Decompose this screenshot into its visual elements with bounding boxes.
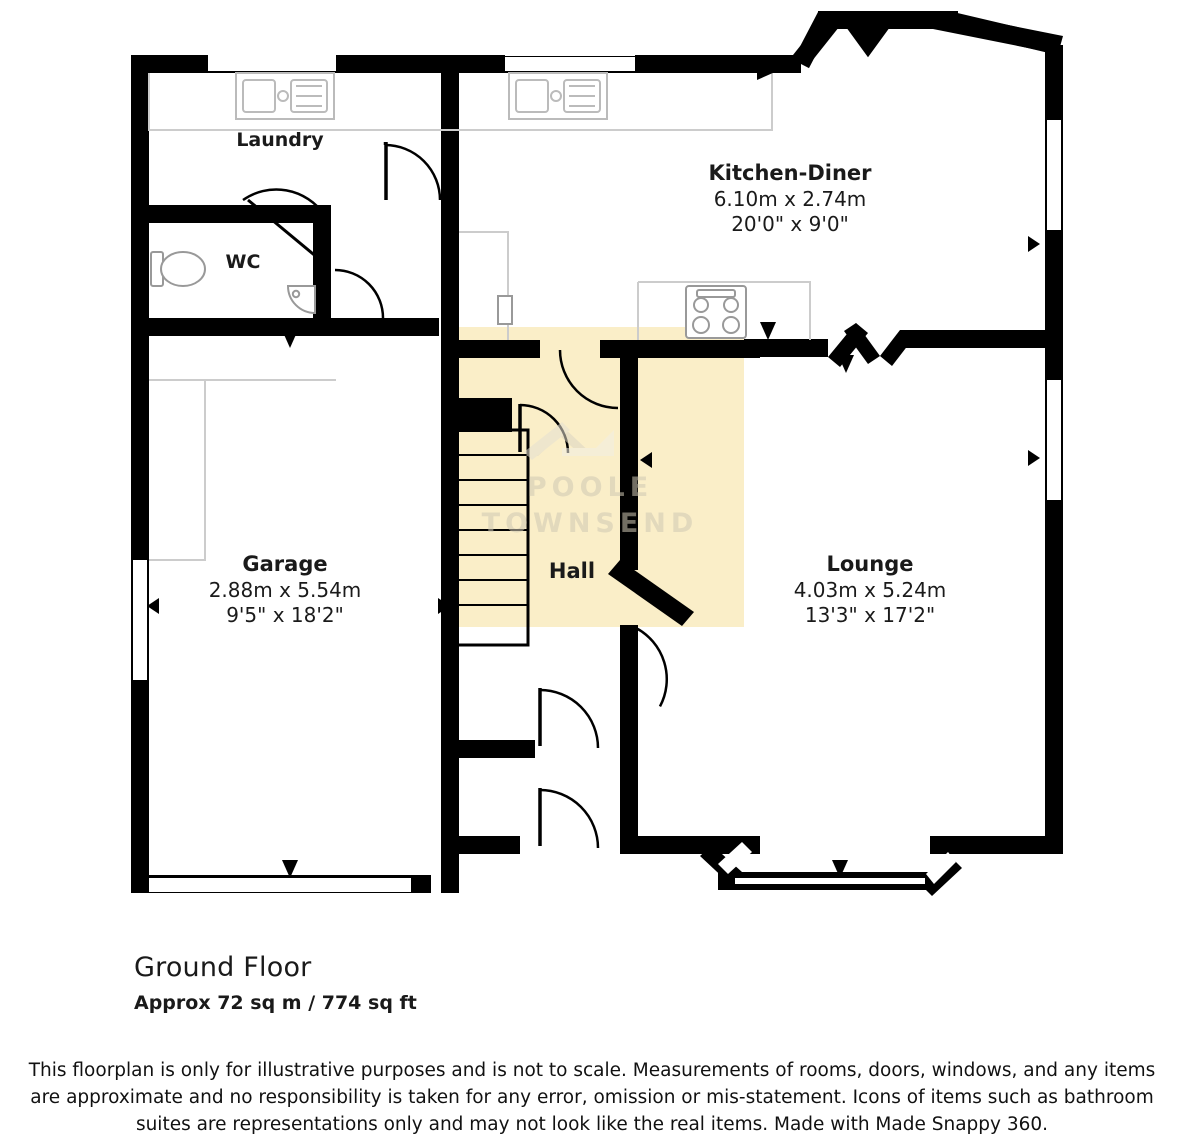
watermark-line1: POOLE xyxy=(526,472,654,503)
room-dim-metric-kitchen-diner: 6.10m x 2.74m xyxy=(713,186,867,211)
floor-title: Ground Floor xyxy=(134,952,312,983)
lounge-bay-window xyxy=(700,836,962,896)
room-dim-metric-garage: 2.88m x 5.54m xyxy=(208,577,362,602)
basin-icon xyxy=(288,286,315,313)
room-name-laundry: Laundry xyxy=(236,129,324,151)
lounge-bay-wall xyxy=(744,323,1046,367)
hob-icon xyxy=(686,286,746,338)
room-name-wc: WC xyxy=(225,251,261,273)
room-name-lounge: Lounge xyxy=(826,552,914,576)
toilet-icon xyxy=(151,252,205,286)
kitchen-bay-wall-2 xyxy=(793,11,1063,66)
appliance-icon xyxy=(498,296,512,324)
room-dim-imperial-kitchen-diner: 20'0" x 9'0" xyxy=(731,212,849,237)
laundry-sink-icon xyxy=(236,73,334,119)
room-name-kitchen-diner: Kitchen-Diner xyxy=(708,161,872,185)
room-dim-imperial-lounge: 13'3" x 17'2" xyxy=(804,603,936,628)
room-dim-metric-lounge: 4.03m x 5.24m xyxy=(793,577,947,602)
hall-highlight-area xyxy=(450,327,744,627)
watermark-line2: TOWNSEND xyxy=(481,508,699,540)
room-name-hall: Hall xyxy=(548,559,596,583)
disclaimer-text: This floorplan is only for illustrative purposes and is not to scale. Measurements of rooms, doors, windows, and any items are approximate and no responsibility is taken for any error, omission or mis-statement. Icons of items such as bathroom suites are representations only and may not look like the real items. Made with Made Snappy 360. xyxy=(28,1060,1156,1135)
room-name-garage: Garage xyxy=(242,552,328,576)
room-dim-imperial-garage: 9'5" x 18'2" xyxy=(226,603,344,628)
floor-area: Approx 72 sq m / 774 sq ft xyxy=(134,992,417,1014)
kitchen-sink-icon xyxy=(509,73,607,119)
garage-outline xyxy=(149,380,336,560)
